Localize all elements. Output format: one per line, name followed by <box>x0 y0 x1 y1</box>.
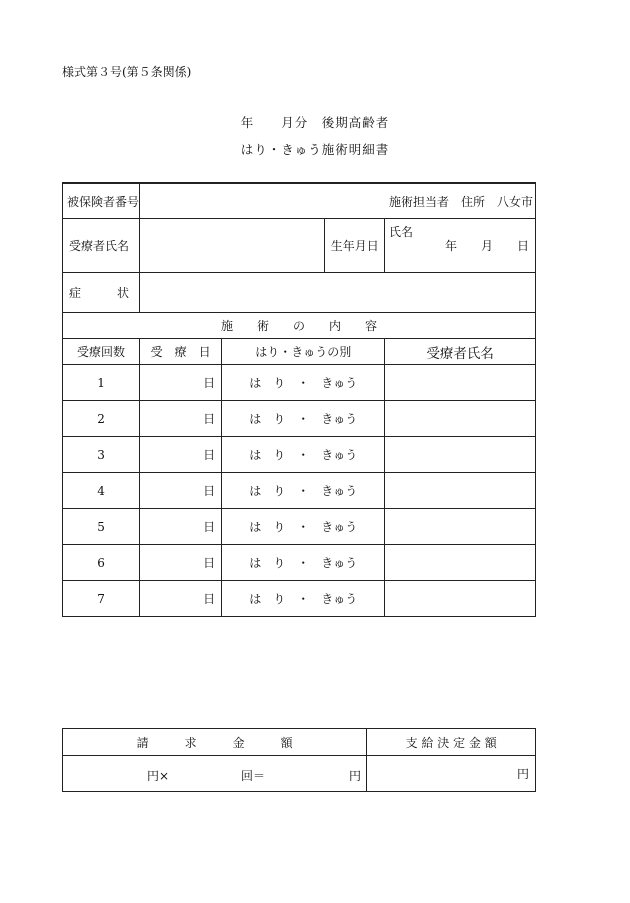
patient-name-label: 受療者氏名 <box>63 219 140 273</box>
treatment-count: 5 <box>63 509 140 545</box>
treatment-row <box>63 473 536 509</box>
treatment-date-field[interactable]: 日 <box>140 437 222 473</box>
treatment-date-field[interactable]: 日 <box>140 473 222 509</box>
request-amount-label: 請 求 金 額 <box>63 729 367 756</box>
symptom-field[interactable] <box>140 273 536 313</box>
treatment-type-field[interactable]: は り ・ きゅう <box>222 545 385 581</box>
patient-name-field[interactable] <box>140 219 325 273</box>
treatment-patient-field[interactable] <box>385 581 536 617</box>
yen-label: 円 <box>349 769 362 783</box>
document-title: はり・きゅう施術明細書 <box>240 142 390 157</box>
billing-table <box>62 728 536 792</box>
yen-times-label: 円× <box>147 769 170 783</box>
insured-number-label: 被保険者番号 <box>63 184 140 219</box>
treatment-count: 4 <box>63 473 140 509</box>
treatment-statement-table <box>62 182 536 617</box>
symptom-label: 症 状 <box>63 273 140 313</box>
col-header-patient: 受療者氏名 <box>385 339 536 365</box>
treatment-date-field[interactable]: 日 <box>140 509 222 545</box>
times-equals-label: 回＝ <box>241 769 266 783</box>
treatment-patient-field[interactable] <box>385 509 536 545</box>
col-header-date: 受 療 日 <box>140 339 222 365</box>
treatment-type-field[interactable]: は り ・ きゅう <box>222 509 385 545</box>
treatment-row <box>63 365 536 401</box>
col-header-count: 受療回数 <box>63 339 140 365</box>
treatment-date-field[interactable]: 日 <box>140 365 222 401</box>
treatment-count: 1 <box>63 365 140 401</box>
col-header-type: はり・きゅうの別 <box>222 339 385 365</box>
decision-amount-field[interactable]: 円 <box>367 756 536 792</box>
treatment-patient-field[interactable] <box>385 473 536 509</box>
treatment-count: 3 <box>63 437 140 473</box>
treatment-count: 6 <box>63 545 140 581</box>
treatment-patient-field[interactable] <box>385 401 536 437</box>
form-number: 様式第３号(第５条関係) <box>62 65 192 79</box>
birthdate-label: 生年月日 <box>325 219 385 273</box>
treatment-date-field[interactable]: 日 <box>140 581 222 617</box>
treatment-date-field[interactable]: 日 <box>140 401 222 437</box>
treatment-type-field[interactable]: は り ・ きゅう <box>222 437 385 473</box>
treatment-row <box>63 581 536 617</box>
treatment-patient-field[interactable] <box>385 545 536 581</box>
treatment-type-field[interactable]: は り ・ きゅう <box>222 401 385 437</box>
treatment-row <box>63 509 536 545</box>
treatment-count: 7 <box>63 581 140 617</box>
practitioner-address-label: 施術担当者 住所 八女市 <box>389 195 534 209</box>
treatment-patient-field[interactable] <box>385 365 536 401</box>
treatment-type-field[interactable]: は り ・ きゅう <box>222 365 385 401</box>
request-amount-field[interactable] <box>63 756 367 792</box>
treatment-count: 2 <box>63 401 140 437</box>
treatment-type-field[interactable]: は り ・ きゅう <box>222 473 385 509</box>
treatment-date-field[interactable]: 日 <box>140 545 222 581</box>
decision-amount-label: 支 給 決 定 金 額 <box>367 729 536 756</box>
document-title-period: 年 月分 後期高齢者 <box>240 115 390 130</box>
birthdate-field[interactable]: 年 月 日 <box>385 219 536 273</box>
treatment-section-title: 施 術 の 内 容 <box>63 313 536 339</box>
treatment-row <box>63 401 536 437</box>
treatment-patient-field[interactable] <box>385 437 536 473</box>
treatment-type-field[interactable]: は り ・ きゅう <box>222 581 385 617</box>
treatment-row <box>63 545 536 581</box>
practitioner-name-label: 氏名 <box>389 225 414 239</box>
treatment-row <box>63 437 536 473</box>
